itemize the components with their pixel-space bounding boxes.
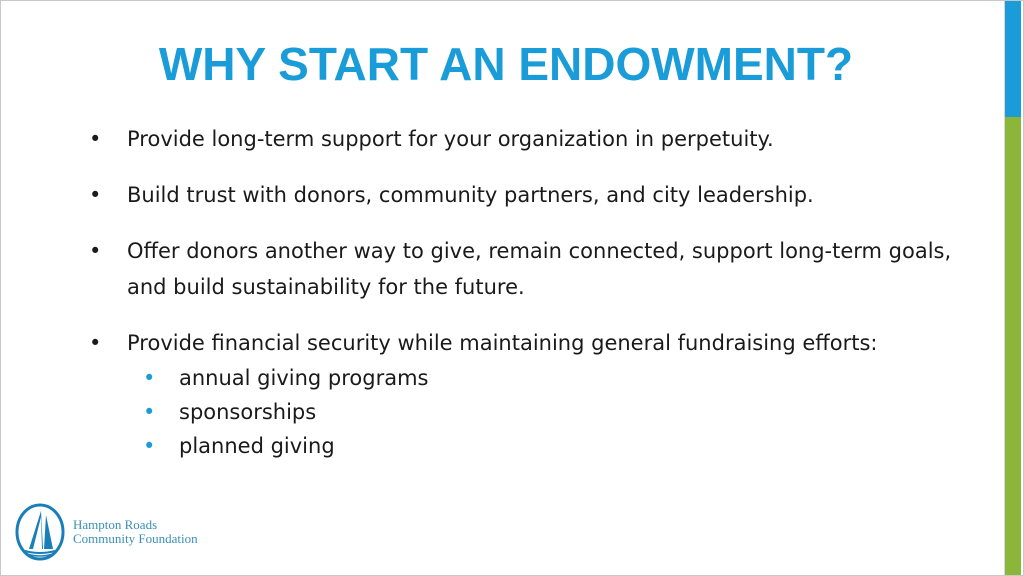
sub-bullet-dot: • xyxy=(143,434,156,458)
bullet-dot: • xyxy=(89,331,102,355)
sub-bullet-dot: • xyxy=(143,366,156,390)
logo-text xyxy=(73,518,198,546)
bullet-item xyxy=(85,177,965,213)
bullet-dot: • xyxy=(89,239,102,263)
sub-bullet-dot: • xyxy=(143,400,156,424)
bullet-item xyxy=(85,121,965,157)
bullet-item xyxy=(85,325,965,463)
sub-bullet-text: sponsorships xyxy=(179,400,317,424)
side-accent-green xyxy=(1005,117,1021,575)
foundation-logo xyxy=(15,503,198,561)
bullet-dot: • xyxy=(89,183,102,207)
bullet-text: Offer donors another way to give, remain connected, support long-term goals, and build sustainability for the future. xyxy=(127,239,952,299)
bullet-text: Provide financial security while maintaining general fundraising efforts: xyxy=(127,331,878,355)
sub-bullet-list xyxy=(127,361,965,463)
bullet-text: Build trust with donors, community partners, and city leadership. xyxy=(127,183,814,207)
slide-title: WHY START AN ENDOWMENT? xyxy=(158,38,854,90)
sub-bullet-text: annual giving programs xyxy=(179,366,429,390)
bullet-list xyxy=(85,121,965,483)
logo-line-1: Hampton Roads xyxy=(73,517,158,532)
bullet-dot: • xyxy=(89,127,102,151)
sub-bullet-item xyxy=(127,361,965,395)
bullet-text: Provide long-term support for your organization in perpetuity. xyxy=(127,127,774,151)
sub-bullet-item xyxy=(127,395,965,429)
sub-bullet-text: planned giving xyxy=(179,434,335,458)
sailboat-logo-icon xyxy=(15,503,65,561)
logo-line-2: Community Foundation xyxy=(73,531,198,546)
bullet-item xyxy=(85,233,965,305)
side-accent-blue xyxy=(1005,1,1021,117)
sub-bullet-item xyxy=(127,429,965,463)
